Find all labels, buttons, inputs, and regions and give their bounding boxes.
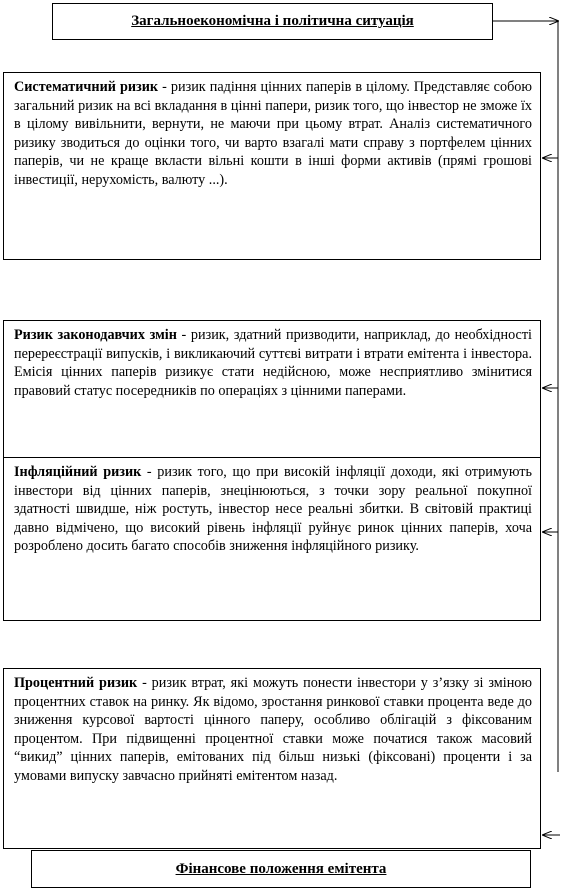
systematic-risk-term: Систематичний ризик xyxy=(14,79,159,95)
legislative-risk-description: - ризик, здатний призводити, наприклад, до необхідності перереєстрації випусків, і викликаючий суттєві витрати і втрати емітента і інвестора. Емісія цінних паперів ризикує стати недійсною, може несприятливо змінитися правовий статус посередників по операціях з цінними паперами. xyxy=(14,327,532,399)
inflation-risk-description: - ризик того, що при високій інфляції доходи, які отримують інвестори від цінних паперів, знецінюються, з точки зору реальної покупної здатності швидше, ніж ростуть, інвестор несе реальні збитки. В світовій практиці давно відмічено, що високий рівень інфляції руйнує ринок цінних паперів, хоча розроблено досить багато способів зниження інфляційного ризику. xyxy=(14,464,532,555)
top-title-text: Загальноекономічна і політична ситуація xyxy=(131,13,414,29)
legislative-risk-box xyxy=(3,320,541,458)
top-title-box xyxy=(52,3,493,40)
inflation-risk-box xyxy=(3,457,541,621)
bottom-title-text: Фінансове положення емітента xyxy=(175,860,387,877)
interest-risk-description: - ризик втрат, які можуть понести інвестори у з’язку зі зміною процентних ставок на ринку. Як відомо, зростання ринкової ставки процента веде до зниження курсової вартості цінного паперу, особливо облігацій з фіксованим процентом. При підвищенні процентної ставки може початися також масовий “викид” цінних паперів, емітованих під більш низькі (фіксовані) проценти і за умовами випуску завчасно прийняті емітентом назад. xyxy=(14,675,532,784)
interest-risk-box xyxy=(3,668,541,849)
systematic-risk-box xyxy=(3,72,541,260)
interest-risk-term: Процентний ризик xyxy=(14,675,138,691)
bottom-title-box xyxy=(31,850,531,888)
inflation-risk-term: Інфляційний ризик xyxy=(14,464,142,480)
systematic-risk-description: - ризик падіння цінних паперів в цілому. Представляє собою загальний ризик на всі вкладання в цінні папери, ризик того, що інвестор не зможе їх в цілому вивільнити, вернути, не маючи при цьому втрат. Аналіз систематичного ризику зводиться до оцінки того, чи варто взагалі мати справу з портфелем цінних паперів, чи не краще вкласти вільні кошти в інші форми активів (прямі грошові інвестиції, нерухомість, валюту ...). xyxy=(14,79,532,188)
legislative-risk-term: Ризик законодавчих змін xyxy=(14,327,177,343)
